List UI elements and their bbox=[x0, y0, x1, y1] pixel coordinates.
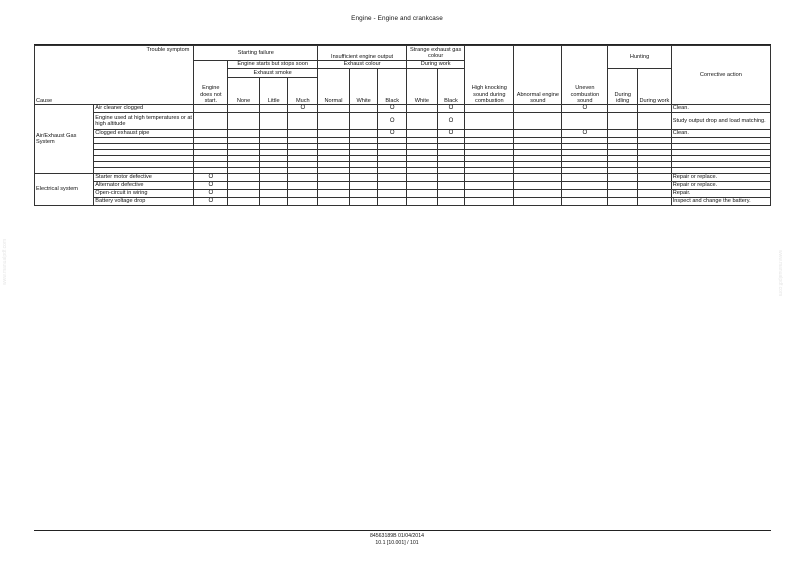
col-none: None bbox=[228, 78, 260, 105]
group-air-exhaust: Air/Exhaust Gas System bbox=[35, 105, 94, 174]
cause-cell: Clogged exhaust pipe bbox=[94, 130, 194, 138]
col-white: White bbox=[349, 69, 378, 105]
symptom-mark: O bbox=[194, 174, 228, 182]
table-row bbox=[35, 190, 771, 198]
hunting-header: Hunting bbox=[608, 46, 671, 69]
action-cell: Repair or replace. bbox=[671, 182, 770, 190]
page-reference: 10.1 [10.001] / 101 bbox=[375, 540, 419, 546]
symptom-mark: O bbox=[194, 182, 228, 190]
col-little: Little bbox=[259, 78, 288, 105]
action-cell: Clean. bbox=[671, 130, 770, 138]
during-work-header: During work bbox=[407, 61, 465, 69]
cause-cell: Engine used at high temperatures or at high altitude bbox=[94, 113, 194, 130]
exhaust-colour-header: Exhaust colour bbox=[318, 61, 407, 69]
engine-starts-stops-header: Engine starts but stops soon bbox=[228, 61, 318, 69]
action-cell: Inspect and change the battery. bbox=[671, 198, 770, 206]
cause-cell: Starter motor defective bbox=[94, 174, 194, 182]
symptom-mark: O bbox=[194, 198, 228, 206]
engine-does-not-start-header: Engine does not start. bbox=[194, 61, 228, 105]
symptom-mark: O bbox=[437, 113, 465, 130]
symptom-mark: O bbox=[378, 130, 407, 138]
symptom-cause-corner bbox=[35, 46, 194, 105]
action-cell: Repair or replace. bbox=[671, 174, 770, 182]
insufficient-output-header: Insufficient engine output bbox=[318, 46, 407, 61]
col-during-work-hunting: During work bbox=[638, 69, 672, 105]
uneven-combustion-header: Uneven combustion sound bbox=[562, 46, 608, 105]
high-knocking-header: High knocking sound during combustion bbox=[465, 46, 514, 105]
symptom-mark: O bbox=[562, 105, 608, 113]
group-electrical: Electrical system bbox=[35, 174, 94, 206]
cause-cell: Air cleaner clogged bbox=[94, 105, 194, 113]
footer-divider bbox=[34, 530, 771, 531]
symptom-mark: O bbox=[437, 130, 465, 138]
trouble-symptom-label: Trouble symptom bbox=[146, 47, 190, 53]
col-white-2: White bbox=[407, 69, 438, 105]
exhaust-smoke-header: Exhaust smoke bbox=[228, 69, 318, 78]
col-during-idling: During idling bbox=[608, 69, 638, 105]
cause-cell: Battery voltage drop bbox=[94, 198, 194, 206]
cause-cell: Open-circuit in wiring bbox=[94, 190, 194, 198]
col-much: Much bbox=[288, 78, 318, 105]
table-row bbox=[35, 113, 771, 130]
action-cell: Study output drop and load matching. bbox=[671, 113, 770, 130]
col-black-2: Black bbox=[437, 69, 465, 105]
table-row bbox=[35, 174, 771, 182]
page-footer bbox=[0, 533, 794, 547]
col-black: Black bbox=[378, 69, 407, 105]
troubleshooting-table bbox=[34, 45, 771, 206]
cause-cell: Alternator defective bbox=[94, 182, 194, 190]
abnormal-sound-header: Abnormal engine sound bbox=[514, 46, 562, 105]
strange-exhaust-header: Strange exhaust gas colour bbox=[407, 46, 465, 61]
page-header-title: Engine - Engine and crankcase bbox=[351, 15, 443, 22]
symptom-mark: O bbox=[378, 105, 407, 113]
action-cell: Repair. bbox=[671, 190, 770, 198]
symptom-mark: O bbox=[562, 130, 608, 138]
side-watermark-left: www.manualpdf.com bbox=[2, 238, 8, 285]
table-row bbox=[35, 105, 771, 113]
document-reference: 84563189B 01/04/2014 bbox=[370, 533, 424, 539]
cause-label: Cause bbox=[36, 97, 53, 104]
table-row bbox=[35, 182, 771, 190]
starting-failure-header: Starting failure bbox=[194, 46, 318, 61]
symptom-mark: O bbox=[378, 113, 407, 130]
table-row bbox=[35, 198, 771, 206]
side-watermark-right: www.manualpdf.com bbox=[777, 250, 783, 297]
symptom-mark: O bbox=[437, 105, 465, 113]
symptom-mark: O bbox=[194, 190, 228, 198]
table-row bbox=[35, 130, 771, 138]
col-normal: Normal bbox=[318, 69, 350, 105]
symptom-mark: O bbox=[288, 105, 318, 113]
action-cell: Clean. bbox=[671, 105, 770, 113]
corrective-action-header: Corrective action bbox=[671, 46, 770, 105]
